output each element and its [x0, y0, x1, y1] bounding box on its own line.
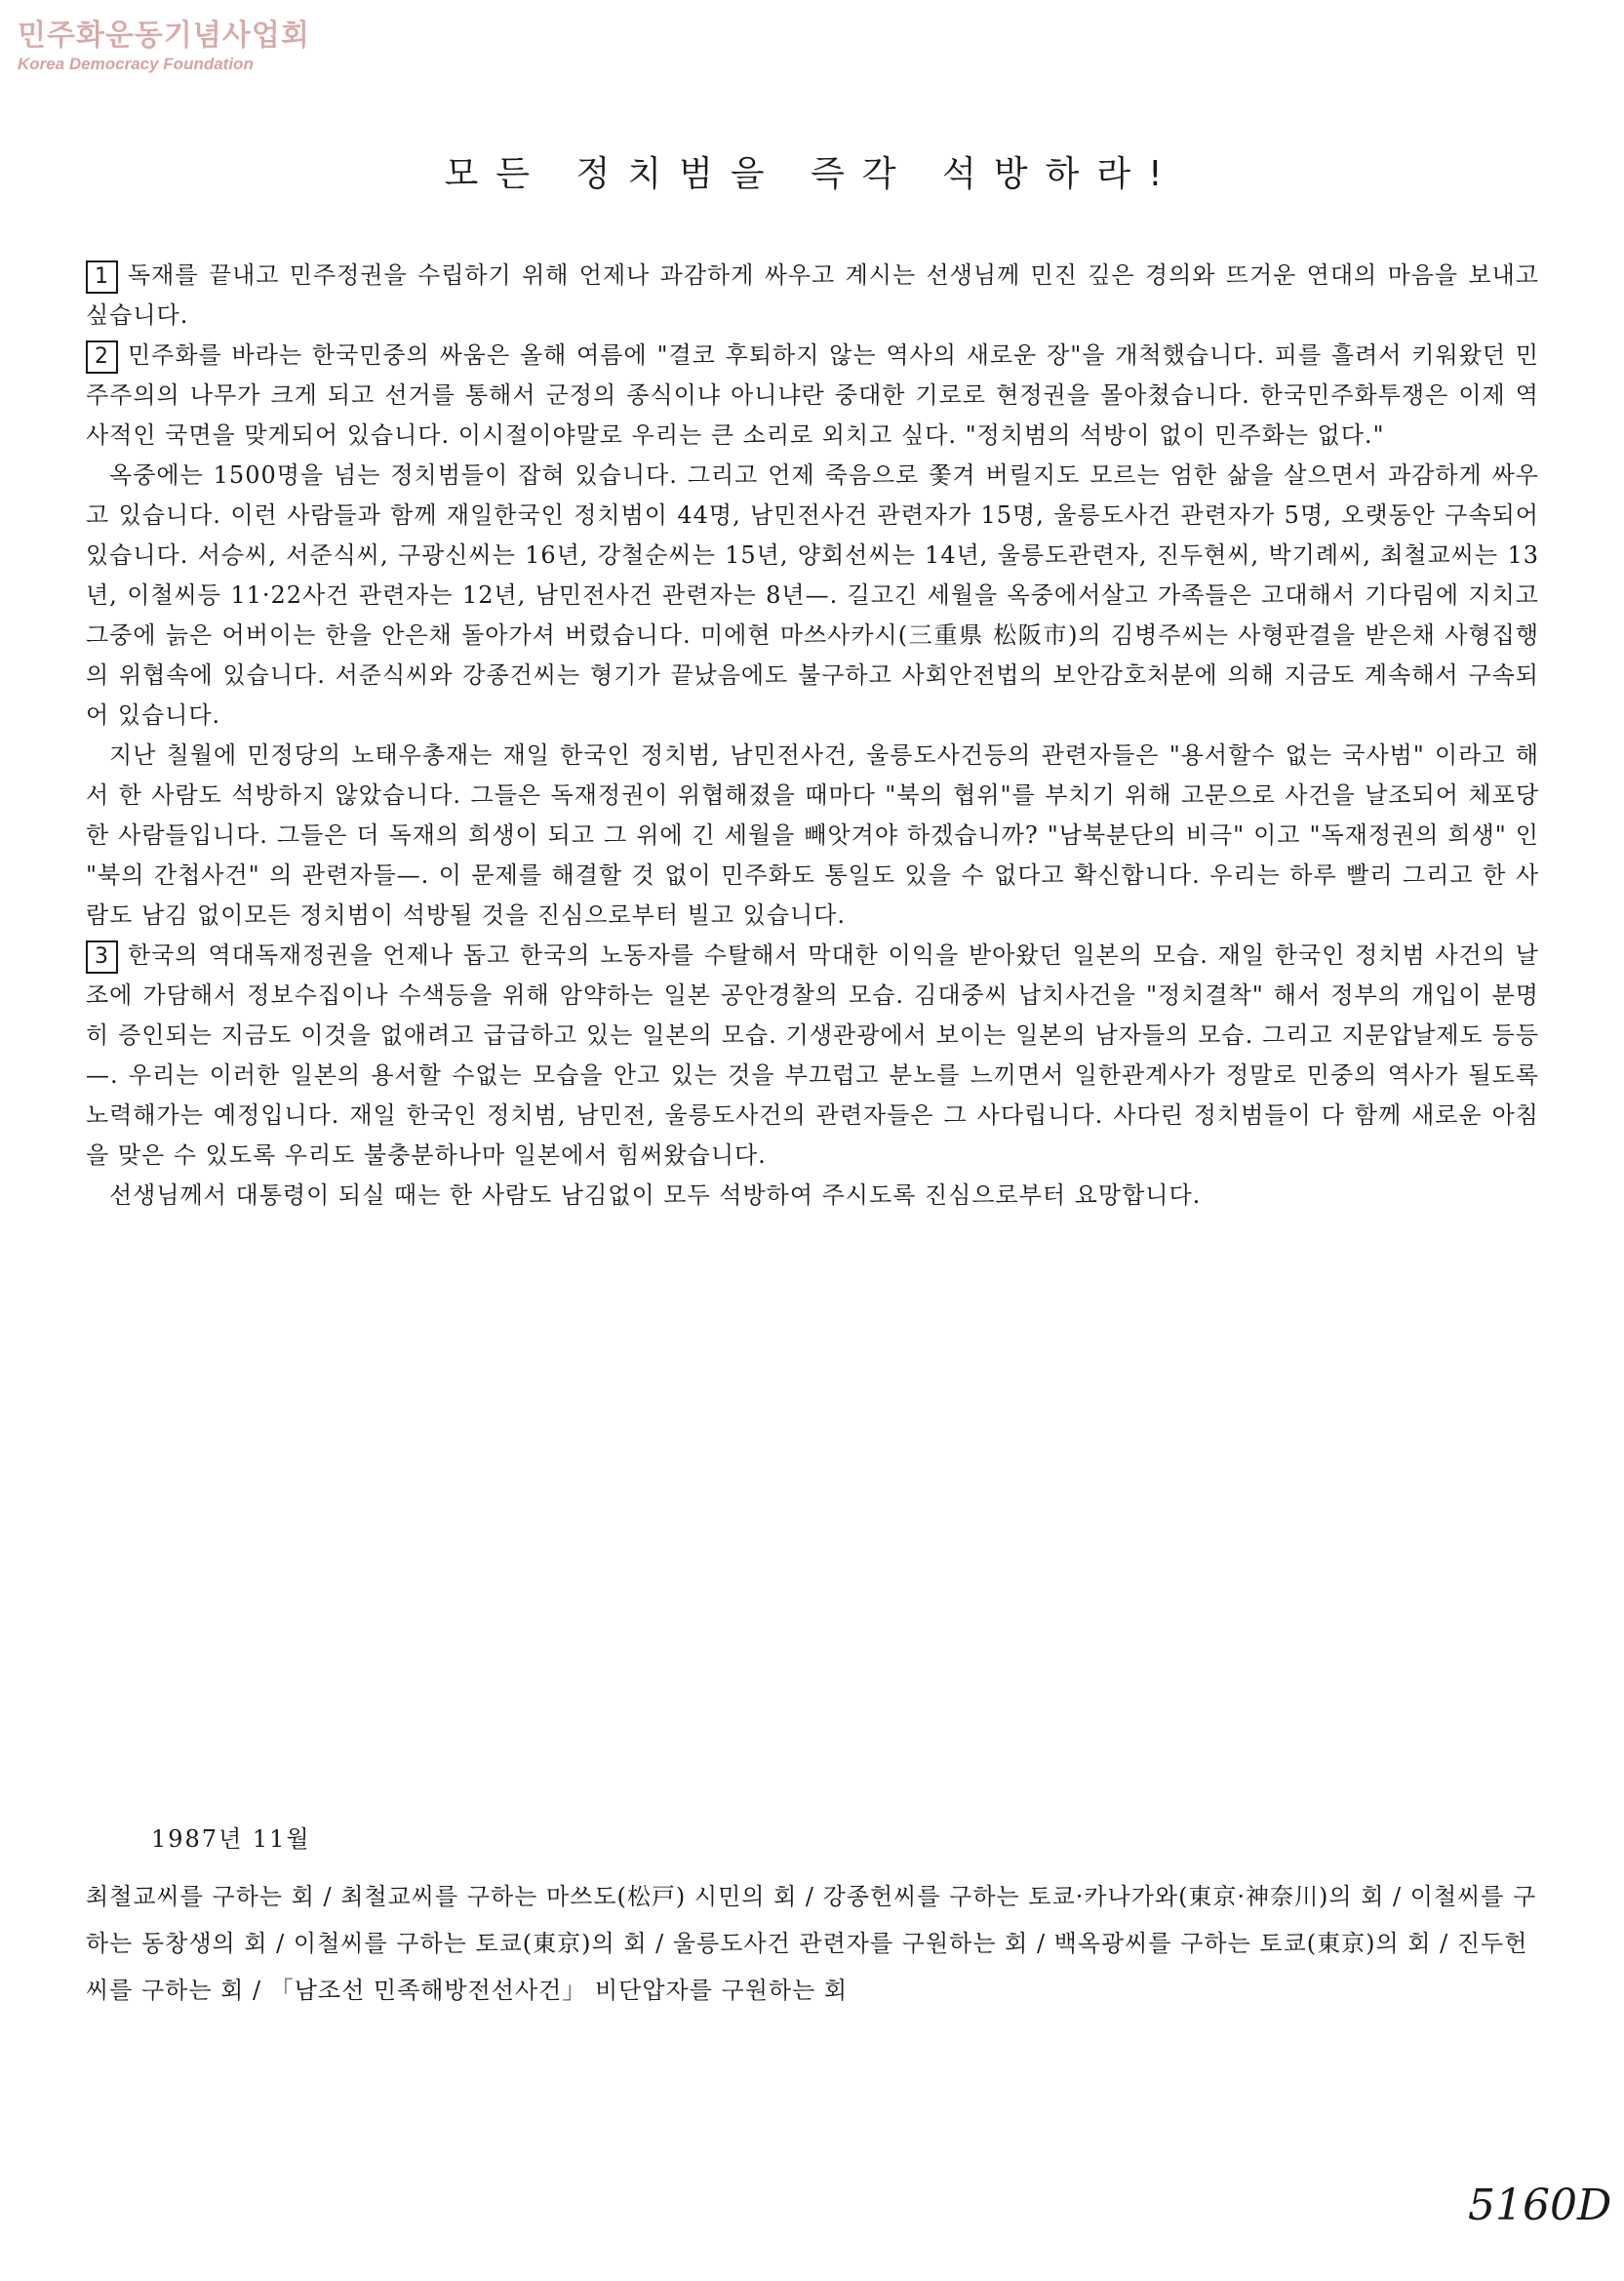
paragraph-2: [86, 336, 1539, 456]
section-number-box: 3: [86, 940, 118, 974]
signatory-organizations: 최철교씨를 구하는 회 / 최철교씨를 구하는 마쓰도(松戸) 시민의 회 / 강종헌씨를 구하는 토쿄·카나가와(東京·神奈川)의 회 / 이철씨를 구하는 동창생의 회 / 이철씨를 구하는 토쿄(東京)의 회 / 울릉도사건 관련자를 구원하는 회 / 백옥광씨를 구하는 토쿄(東京)의 회 / 진두헌씨를 구하는 회 / 「남조선 민족해방전선사건」 비단압자를 구원하는 회: [86, 1883, 1537, 2004]
watermark-subtitle: Korea Democracy Foundation: [18, 55, 254, 73]
paragraph-5: [86, 936, 1539, 1176]
section-number-box: 1: [86, 260, 118, 294]
paragraph-text: 한국의 역대독재정권을 언제나 돕고 한국의 노동자를 수탈해서 막대한 이익을 받아왔던 일본의 모습. 재일 한국인 정치범 사건의 날조에 가담해서 정보수집이나 수색등을 위해 암약하는 일본 공안경찰의 모습. 김대중씨 납치사건을 "정치결착" 해서 정부의 개입이 분명히 증인되는 지금도 이것을 없애려고 급급하고 있는 일본의 모습. 기생관광에서 보이는 일본의 남자들의 모습. 그리고 지문압날제도 등등—. 우리는 이러한 일본의 용서할 수없는 모습을 안고 있는 것을 부끄럽고 분노를 느끼면서 일한관계사가 정말로 민중의 역사가 될도록 노력해가는 예정입니다. 재일 한국인 정치범, 남민전, 울릉도사건의 관련자들은 그 사다립니다. 사다린 정치범들이 다 함께 새로운 아침을 맞은 수 있도록 우리도 불충분하나마 일본에서 힘써왔습니다.: [86, 941, 1539, 1169]
document-title: 모든 정치범을 즉각 석방하라!: [444, 154, 1180, 194]
paragraph-6: [86, 1176, 1539, 1216]
paragraph-text: 옥중에는 1500명을 넘는 정치범들이 잡혀 있습니다. 그리고 언제 죽음으로 쫓겨 버릴지도 모르는 엄한 삶을 살으면서 과감하게 싸우고 있습니다. 이런 사람들과 함께 재일한국인 정치범이 44명, 남민전사건 관련자가 15명, 울릉도사건 관련자가 5명, 오랫동안 구속되어 있습니다. 서승씨, 서준식씨, 구광신씨는 16년, 강철순씨는 15년, 양회선씨는 14년, 울릉도관련자, 진두현씨, 박기례씨, 최철교씨는 13년, 이철씨등 11·22사건 관련자는 12년, 남민전사건 관련자는 8년—. 길고긴 세월을 옥중에서살고 가족들은 고대해서 기다림에 지치고 그중에 늙은 어버이는 한을 안은채 돌아가셔 버렸습니다. 미에현 마쓰사카시(三重県 松阪市)의 김병주씨는 사형판결을 받은채 사형집행의 위협속에 있습니다. 서준식씨와 강종건씨는 형기가 끝났음에도 불구하고 사회안전법의 보안감호처분에 의해 지금도 계속해서 구속되어 있습니다.: [86, 461, 1539, 729]
paragraph-3: [86, 456, 1539, 736]
paragraph-text: 독재를 끝내고 민주정권을 수립하기 위해 언제나 과감하게 싸우고 계시는 선생님께 민진 깊은 경의와 뜨거운 연대의 마음을 보내고 싶습니다.: [86, 261, 1539, 329]
paragraph-4: [86, 736, 1539, 936]
watermark-logo: [18, 21, 310, 74]
paragraph-text: 선생님께서 대통령이 되실 때는 한 사람도 남김없이 모두 석방하여 주시도록 진심으로부터 요망합니다.: [109, 1181, 1202, 1209]
paragraph-text: 민주화를 바라는 한국민중의 싸움은 올해 여름에 "결코 후퇴하지 않는 역사의 새로운 장"을 개척했습니다. 피를 흘려서 키워왔던 민주주의의 나무가 크게 되고 선거를 통해서 군정의 종식이냐 아니냐란 중대한 기로로 현정권을 몰아쳤습니다. 한국민주화투쟁은 이제 역사적인 국면을 맞게되어 있습니다. 이시절이야말로 우리는 큰 소리로 외치고 싶다. "정치범의 석방이 없이 민주화는 없다.": [86, 341, 1539, 449]
section-number-box: 2: [86, 340, 118, 374]
paragraph-text: 지난 칠월에 민정당의 노태우총재는 재일 한국인 정치범, 남민전사건, 울릉도사건등의 관련자들은 "용서할수 없는 국사범" 이라고 해서 한 사람도 석방하지 않았습니다. 그들은 독재정권이 위협해졌을 때마다 "북의 협위"를 부치기 위해 고문으로 사건을 날조되어 체포당한 사람들입니다. 그들은 더 독재의 희생이 되고 그 위에 긴 세월을 빼앗겨야 하겠습니까? "남북분단의 비극" 이고 "독재정권의 희생" 인 "북의 간첩사건" 의 관련자들—. 이 문제를 해결할 것 없이 민주화도 통일도 있을 수 없다고 확신합니다. 우리는 하루 빨리 그리고 한 사람도 남김 없이모든 정치범이 석방될 것을 진심으로부터 빌고 있습니다.: [86, 741, 1539, 929]
archive-number: 5160D: [1468, 2181, 1612, 2230]
document-body: [86, 256, 1539, 1216]
watermark-title: 민주화운동기념사업회: [18, 19, 310, 53]
paragraph-1: [86, 256, 1539, 336]
document-date: 1987년 11월: [151, 1825, 311, 1853]
